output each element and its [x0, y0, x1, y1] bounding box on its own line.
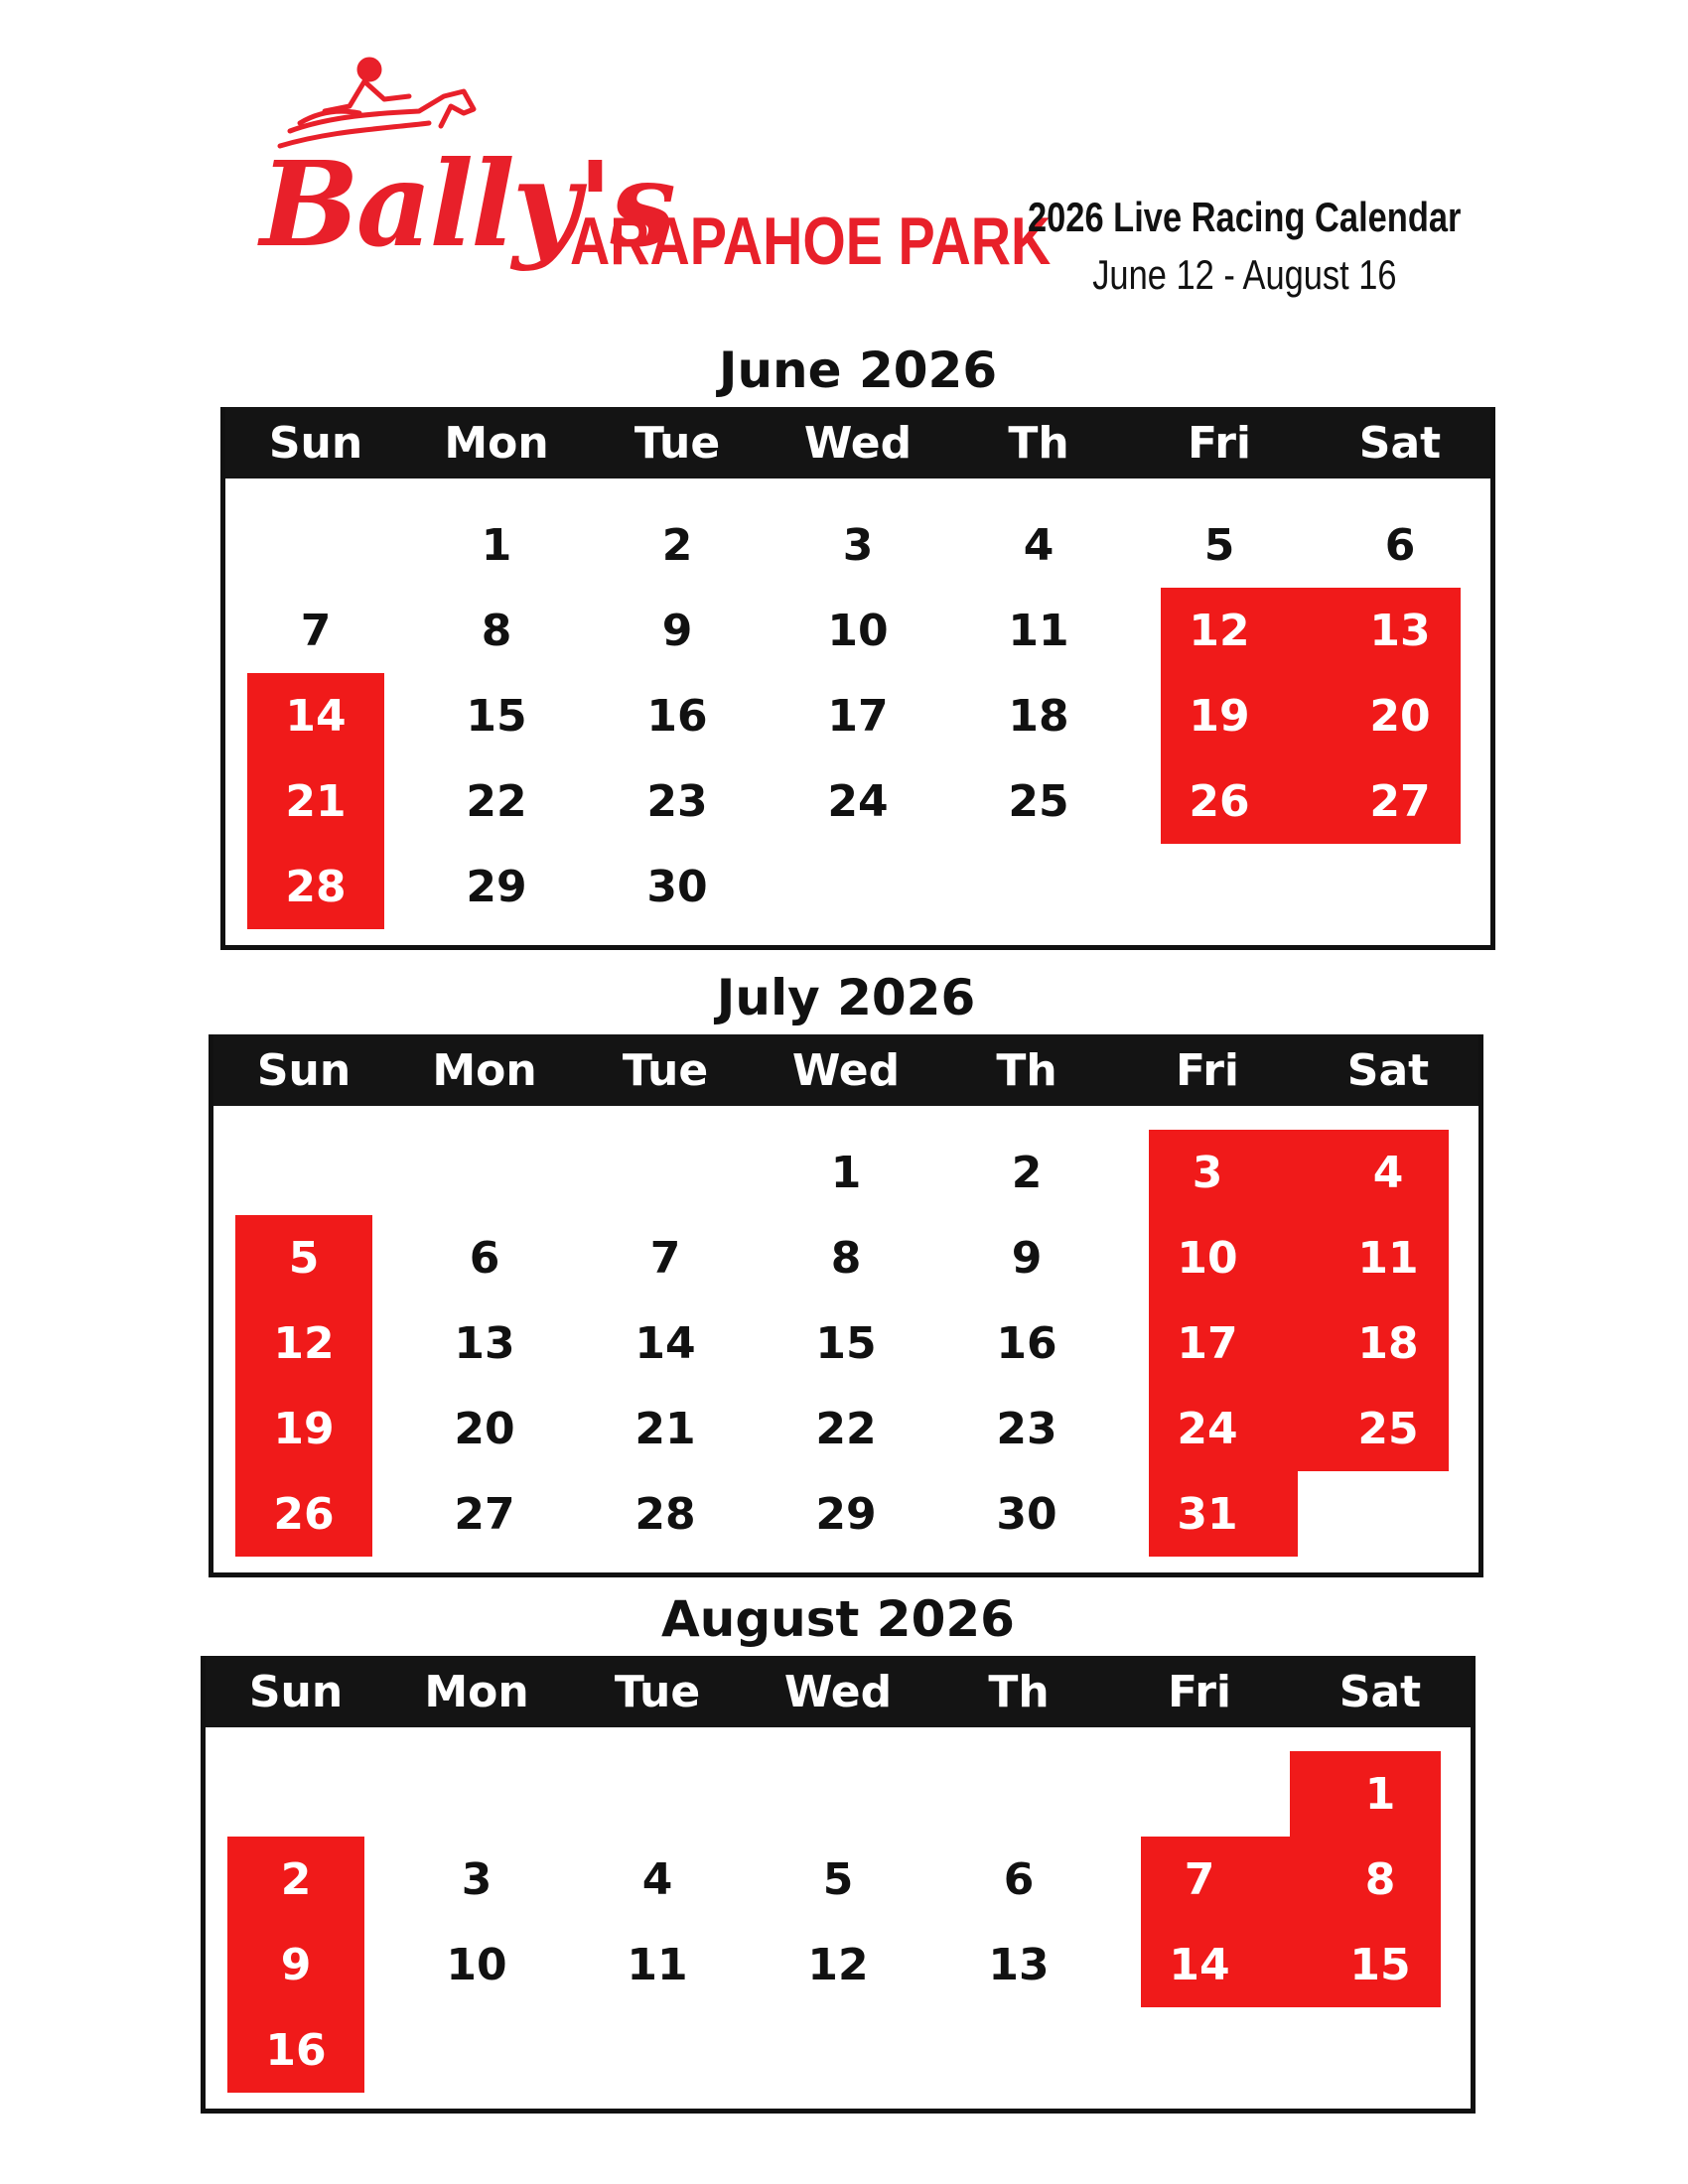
day-cell: 6 [469, 1232, 500, 1284]
day-cell [748, 2007, 928, 2093]
month-title: June 2026 [718, 341, 998, 399]
weekday-header [213, 1034, 1478, 1106]
brand-park-name: ARAPAHOE PARK [570, 204, 1052, 279]
weekday-label: Sat [1346, 1044, 1430, 1096]
day-cell: 8 [830, 1232, 862, 1284]
day-cell: 1 [830, 1147, 862, 1198]
day-cell [928, 1751, 1109, 1837]
day-cell: 18 [1008, 690, 1069, 742]
day-cell: 5 [1203, 519, 1235, 571]
race-day-cell: 19 [1189, 690, 1250, 742]
race-day-cell: 31 [1177, 1488, 1238, 1540]
weekday-header [225, 407, 1490, 478]
race-day-cell: 20 [1369, 690, 1431, 742]
day-cell [225, 502, 406, 588]
month-calendar [209, 969, 1483, 1577]
brand-script-name: Bally's [260, 135, 673, 273]
day-cell: 7 [649, 1232, 681, 1284]
day-cell: 16 [646, 690, 708, 742]
week-row [213, 1215, 1478, 1300]
race-day-cell: 10 [1177, 1232, 1238, 1284]
day-cell: 6 [1003, 1853, 1035, 1905]
day-cell [928, 2007, 1109, 2093]
day-cell: 29 [815, 1488, 877, 1540]
day-cell [748, 1751, 928, 1837]
day-cell: 23 [646, 775, 708, 827]
week-row [213, 1471, 1478, 1557]
weekday-label: Wed [791, 1044, 901, 1096]
week-row [206, 2007, 1471, 2093]
race-day-cell: 28 [285, 861, 347, 912]
race-day-cell: 19 [273, 1403, 335, 1454]
day-cell [386, 1751, 567, 1837]
day-cell: 28 [634, 1488, 696, 1540]
race-day-cell: 21 [285, 775, 347, 827]
race-day-cell: 17 [1177, 1317, 1238, 1369]
day-cell: 23 [996, 1403, 1057, 1454]
day-grid [206, 1727, 1471, 2109]
day-cell: 15 [466, 690, 527, 742]
month-calendar [201, 1590, 1476, 2114]
week-row [225, 758, 1490, 844]
race-day-cell: 12 [273, 1317, 335, 1369]
weekday-label: Fri [1187, 417, 1252, 469]
race-day-cell: 18 [1357, 1317, 1419, 1369]
calendar-title: 2026 Live Racing Calendar [1028, 194, 1462, 240]
day-cell: 4 [641, 1853, 673, 1905]
weekday-label: Wed [803, 417, 913, 469]
day-cell: 22 [466, 775, 527, 827]
day-cell: 17 [827, 690, 889, 742]
day-cell: 11 [627, 1939, 688, 1990]
weekday-label: Th [996, 1044, 1057, 1096]
race-day-cell: 26 [273, 1488, 335, 1540]
brand-logo [260, 52, 1052, 310]
race-day-cell: 5 [288, 1232, 320, 1284]
race-day-cell: 14 [285, 690, 347, 742]
day-cell [394, 1130, 575, 1215]
race-day-cell: 24 [1177, 1403, 1238, 1454]
day-cell: 7 [300, 605, 332, 656]
calendar-date-range: June 12 - August 16 [1092, 251, 1397, 298]
week-row [213, 1386, 1478, 1471]
day-cell: 3 [842, 519, 874, 571]
day-cell: 13 [988, 1939, 1050, 1990]
day-cell [1290, 2007, 1471, 2093]
day-cell [1109, 1751, 1290, 1837]
weekday-label: Sun [248, 1666, 344, 1717]
race-day-cell: 13 [1369, 605, 1431, 656]
day-grid [225, 478, 1490, 945]
day-cell [206, 1751, 386, 1837]
race-day-cell: 11 [1357, 1232, 1419, 1284]
weekday-label: Sat [1358, 417, 1442, 469]
month-title: July 2026 [716, 969, 976, 1026]
day-cell: 10 [446, 1939, 507, 1990]
day-cell: 15 [815, 1317, 877, 1369]
weekday-label: Sun [256, 1044, 352, 1096]
month-calendar [220, 341, 1495, 950]
race-day-cell: 1 [1364, 1768, 1396, 1820]
day-cell: 9 [661, 605, 693, 656]
weekday-label: Mon [444, 417, 549, 469]
week-row [225, 844, 1490, 929]
race-day-cell: 26 [1189, 775, 1250, 827]
race-day-cell: 27 [1369, 775, 1431, 827]
day-cell [575, 1130, 756, 1215]
day-cell: 11 [1008, 605, 1069, 656]
day-cell: 27 [454, 1488, 515, 1540]
race-day-cell: 25 [1357, 1403, 1419, 1454]
week-row [225, 502, 1490, 588]
race-day-cell: 3 [1192, 1147, 1223, 1198]
month-grid [220, 407, 1495, 950]
day-cell [213, 1130, 394, 1215]
day-cell: 29 [466, 861, 527, 912]
day-cell [948, 844, 1129, 929]
week-row [206, 1922, 1471, 2007]
race-day-cell: 14 [1169, 1939, 1230, 1990]
day-cell: 9 [1011, 1232, 1043, 1284]
day-cell: 12 [807, 1939, 869, 1990]
day-cell: 8 [481, 605, 512, 656]
week-row [213, 1300, 1478, 1386]
weekday-label: Mon [432, 1044, 537, 1096]
race-day-cell: 9 [280, 1939, 312, 1990]
day-cell [1109, 2007, 1290, 2093]
week-row [206, 1751, 1471, 1837]
weekday-label: Tue [633, 417, 721, 469]
weekday-label: Sat [1338, 1666, 1422, 1717]
weekday-label: Wed [783, 1666, 893, 1717]
day-cell: 5 [822, 1853, 854, 1905]
day-cell: 22 [815, 1403, 877, 1454]
day-cell [567, 2007, 748, 2093]
race-day-cell: 2 [280, 1853, 312, 1905]
day-cell [1310, 844, 1490, 929]
week-row [225, 588, 1490, 673]
weekday-label: Tue [622, 1044, 709, 1096]
day-cell: 4 [1023, 519, 1055, 571]
day-cell [1298, 1471, 1478, 1557]
day-cell: 2 [661, 519, 693, 571]
day-cell [768, 844, 948, 929]
race-day-cell: 7 [1184, 1853, 1215, 1905]
month-title: August 2026 [661, 1590, 1015, 1648]
week-row [225, 673, 1490, 758]
week-row [206, 1837, 1471, 1922]
weekday-header [206, 1656, 1471, 1727]
race-day-cell: 4 [1372, 1147, 1404, 1198]
day-cell: 14 [634, 1317, 696, 1369]
day-cell: 30 [646, 861, 708, 912]
month-grid [209, 1034, 1483, 1577]
race-day-cell: 8 [1364, 1853, 1396, 1905]
day-cell: 21 [634, 1403, 696, 1454]
weekday-label: Fri [1175, 1044, 1240, 1096]
day-cell [386, 2007, 567, 2093]
weekday-label: Th [1008, 417, 1069, 469]
weekday-label: Mon [424, 1666, 529, 1717]
weekday-label: Th [988, 1666, 1050, 1717]
race-day-cell: 12 [1189, 605, 1250, 656]
day-cell [1129, 844, 1310, 929]
day-cell: 6 [1384, 519, 1416, 571]
week-row [213, 1130, 1478, 1215]
day-cell: 10 [827, 605, 889, 656]
day-cell: 20 [454, 1403, 515, 1454]
race-day-cell: 16 [265, 2024, 327, 2076]
day-cell: 25 [1008, 775, 1069, 827]
day-cell: 16 [996, 1317, 1057, 1369]
day-cell: 24 [827, 775, 889, 827]
day-cell: 3 [461, 1853, 492, 1905]
month-grid [201, 1656, 1476, 2114]
day-cell: 2 [1011, 1147, 1043, 1198]
weekday-label: Tue [614, 1666, 701, 1717]
day-cell: 13 [454, 1317, 515, 1369]
weekday-label: Fri [1167, 1666, 1232, 1717]
race-day-cell: 15 [1349, 1939, 1411, 1990]
day-grid [213, 1106, 1478, 1572]
day-cell: 30 [996, 1488, 1057, 1540]
weekday-label: Sun [268, 417, 363, 469]
day-cell: 1 [481, 519, 512, 571]
day-cell [567, 1751, 748, 1837]
